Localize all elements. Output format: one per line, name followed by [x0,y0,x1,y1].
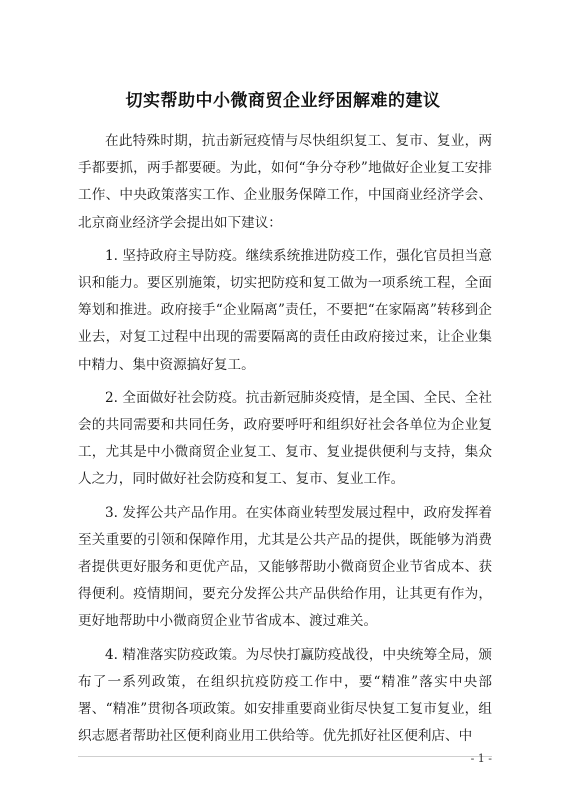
document-body [78,128,492,756]
paragraph-item-1: 1. 坚持政府主导防疫。继续系统推进防疫工作，强化官员担当意识和能力。要区别施策，切实把防疫和复工做为一项系统工程，全面筹划和推进。政府接手“企业隔离”责任，不要把“在家隔离”转移到企业去，对复工过程中出现的需要隔离的责任由政府接过来，让企业集中精力、集中资源搞好复工。 [78,247,492,373]
intro-paragraph: 在此特殊时期，抗击新冠疫情与尽快组织复工、复市、复业，两手都要抓，两手都要硬。为此，如何“争分夺秒”地做好企业复工安排工作、中央政策落实工作、企业服务保障工作，中国商业经济学会、北京商业经济学会提出如下建议： [78,133,492,231]
paragraph-item-3: 3. 发挥公共产品作用。在实体商业转型发展过程中，政府发挥着至关重要的引领和保障作用，尤其是公共产品的提供，既能够为消费者提供更好服务和更优产品，又能够帮助小微商贸企业节省成本、获得便利。疫情期间，要充分发挥公共产品供给作用，让其更有作为，更好地帮助中小微商贸企业节省成本、渡过难关。 [78,504,492,630]
paragraph-item-2: 2. 全面做好社会防疫。抗击新冠肺炎疫情，是全国、全民、全社会的共同需要和共同任务，政府要呼吁和组织好社会各单位为企业复工，尤其是中小微商贸企业复工、复市、复业提供便利与支持，集众人之力，同时做好社会防疫和复工、复市、复业工作。 [78,389,492,488]
document-title: 切实帮助中小微商贸企业纾困解难的建议 [125,91,441,111]
page-number: - 1 - [470,752,492,765]
paragraph-item-4: 4. 精准落实防疫政策。为尽快打赢防疫战役，中央统筹全局，颁布了一系列政策，在组织抗疫防疫工作中，要“精准”落实中央部署、“精准”贯彻各项政策。如安排重要商业街尽快复工复市复业，组织志愿者帮助社区便利商业用工供给等。优先抓好社区便利店、中 [78,646,492,745]
